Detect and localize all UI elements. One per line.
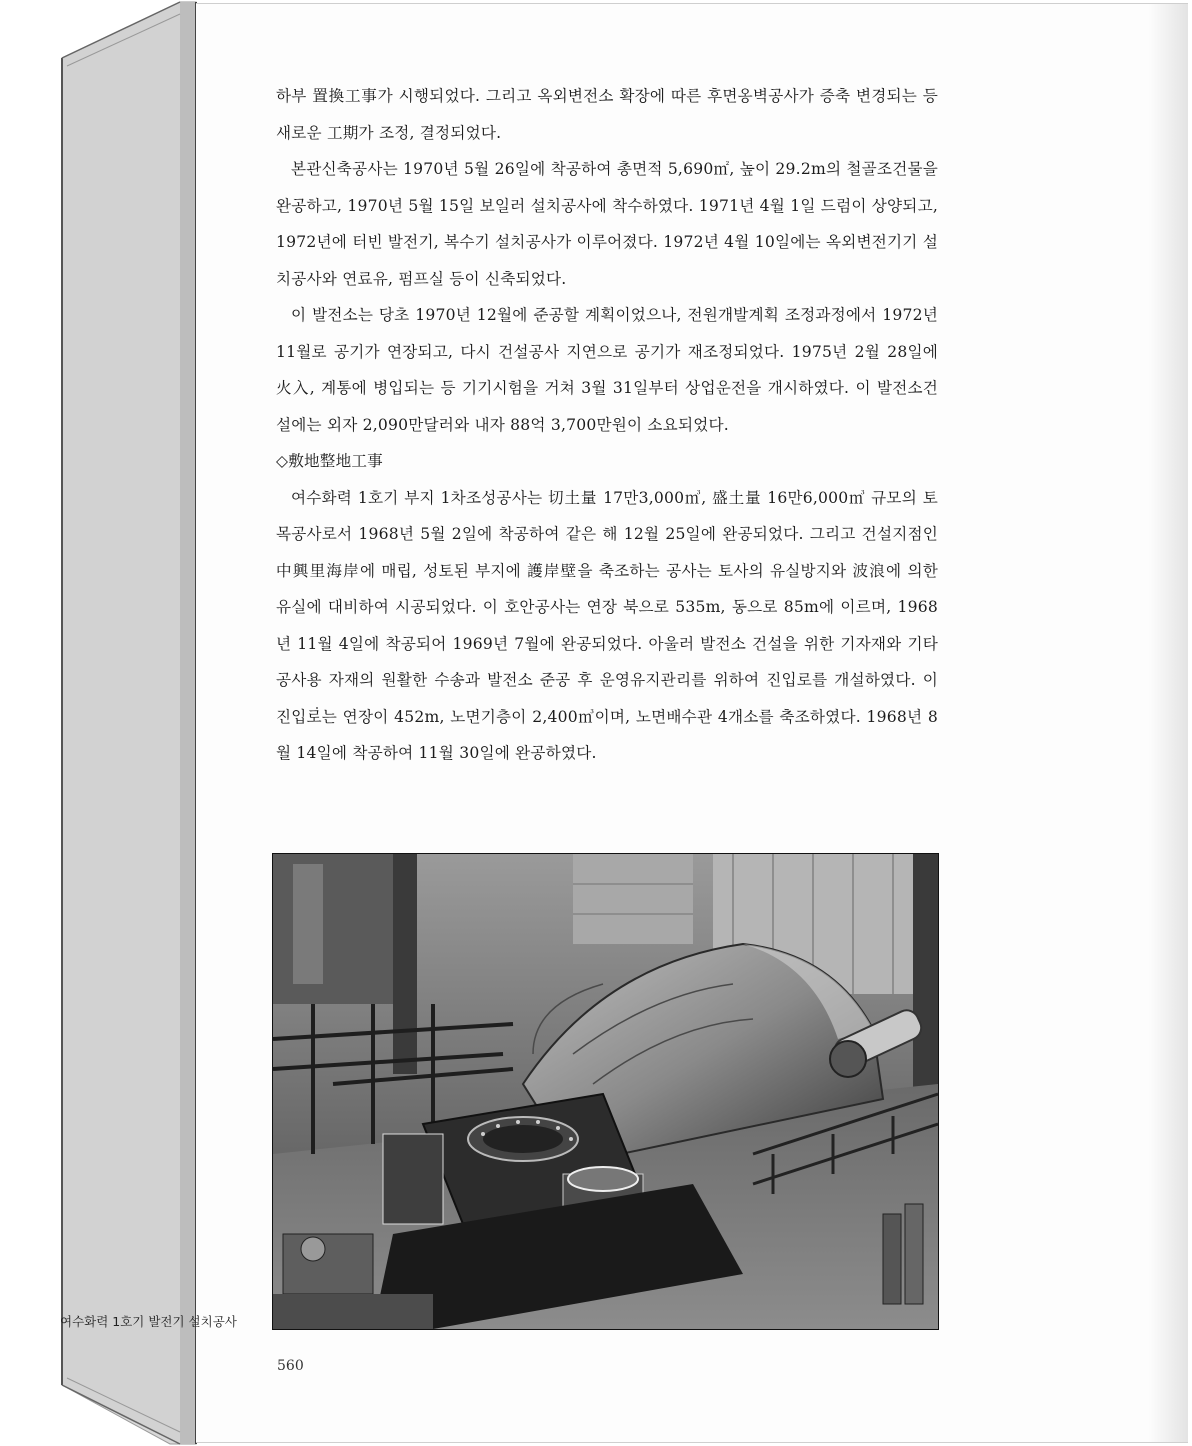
page-number: 560 — [277, 1358, 304, 1374]
section-heading: ◇敷地整地工事 — [276, 452, 383, 470]
paragraph-3: 이 발전소는 당초 1970년 12월에 준공할 계획이었으나, 전원개발계획 조정과정에서 1972년 11월로 공기가 연장되고, 다시 건설공사 지연으로 공기가 재조정되었다. 1975년 2월 28일에 火入, 계통에 병입되는 등 기기시험을 거쳐 3월 31일부터 상업운전을 개시하였다. 이 발전소건설에는 외자 2,090만달러와 내자 88억 3,700만원이 소요되었다. — [276, 306, 938, 434]
paragraph-4: 여수화력 1호기 부지 1차조성공사는 切土量 17만3,000㎥, 盛土量 16만6,000㎥ 규모의 토목공사로서 1968년 5월 2일에 착공하여 같은 해 12월 25일에 완공되었다. 그리고 건설지점인 中興里海岸에 매립, 성토된 부지에 護岸壁을 축조하는 공사는 토사의 유실방지와 波浪에 의한 유실에 대비하여 시공되었다. 이 호안공사는 연장 북으로 535m, 동으로 85m에 이르며, 1968년 11월 4일에 착공되어 1969년 7월에 완공되었다. 아울러 발전소 건설을 위한 기자재와 기타 공사용 자재의 원활한 수송과 발전소 준공 후 운영유지관리를 위하여 진입로를 개설하였다. 이 진입로는 연장이 452m, 노면기층이 2,400㎥이며, 노면배수관 4개소를 축조하였다. 1968년 8월 14일에 착공하여 11월 30일에 완공하였다. — [276, 488, 938, 762]
generator-installation-photo — [272, 853, 939, 1330]
paragraph-2: 본관신축공사는 1970년 5월 26일에 착공하여 총면적 5,690㎡, 높이 29.2m의 철골조건물을 완공하고, 1970년 5월 15일 보일러 설치공사에 착수하였다. 1971년 4월 1일 드럼이 상양되고, 1972년에 터빈 발전기, 복수기 설치공사가 이루어졌다. 1972년 4월 10일에는 옥외변전기기 설치공사와 연료유, 펌프실 등이 신축되었다. — [276, 160, 938, 288]
page-gutter-shade — [1148, 4, 1188, 1442]
book-edge — [0, 0, 200, 1446]
photo-caption: 여수화력 1호기 발전기 설치공사 — [60, 1314, 237, 1329]
paragraph-1: 하부 置換工事가 시행되었다. 그리고 옥외변전소 확장에 따른 후면옹벽공사가 증축 변경되는 등 새로운 工期가 조정, 결정되었다. — [276, 87, 938, 142]
body-text — [276, 78, 938, 772]
